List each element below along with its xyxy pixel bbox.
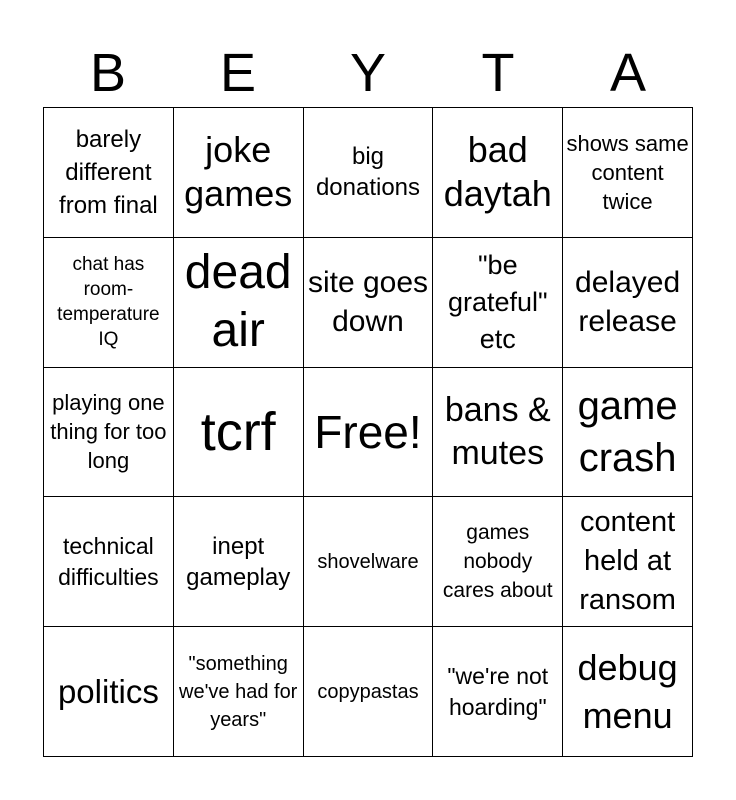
bingo-cell[interactable]: shows same content twice (563, 108, 693, 238)
bingo-cell[interactable]: dead air (174, 238, 304, 368)
bingo-cell[interactable]: bad daytah (433, 108, 563, 238)
header-letter-e: E (219, 43, 257, 103)
bingo-cell[interactable]: joke games (174, 108, 304, 238)
bingo-cell[interactable]: games nobody cares about (433, 497, 563, 627)
bingo-cell[interactable]: bans & mutes (433, 368, 563, 498)
bingo-cell[interactable]: Free! (304, 368, 434, 498)
header-letter-t: T (481, 43, 515, 103)
header-letter-a: A (609, 43, 647, 103)
bingo-cell[interactable]: "something we've had for years" (174, 627, 304, 757)
header-letter-y: Y (349, 43, 387, 103)
bingo-cell[interactable]: barely different from final (44, 108, 174, 238)
bingo-cell[interactable]: debug menu (563, 627, 693, 757)
bingo-cell[interactable]: chat has room-temperature IQ (44, 238, 174, 368)
bingo-cell[interactable]: "we're not hoarding" (433, 627, 563, 757)
bingo-cell[interactable]: big donations (304, 108, 434, 238)
bingo-cell[interactable]: playing one thing for too long (44, 368, 174, 498)
bingo-cell[interactable]: copypastas (304, 627, 434, 757)
bingo-cell[interactable]: game crash (563, 368, 693, 498)
bingo-header (43, 40, 693, 106)
header-letter-b: B (89, 43, 127, 103)
bingo-cell[interactable]: technical difficulties (44, 497, 174, 627)
bingo-cell[interactable]: "be grateful" etc (433, 238, 563, 368)
bingo-cell[interactable]: site goes down (304, 238, 434, 368)
bingo-cell[interactable]: tcrf (174, 368, 304, 498)
bingo-cell[interactable]: inept gameplay (174, 497, 304, 627)
bingo-cell[interactable]: content held at ransom (563, 497, 693, 627)
bingo-grid (43, 107, 693, 757)
bingo-cell[interactable]: politics (44, 627, 174, 757)
bingo-cell[interactable]: delayed release (563, 238, 693, 368)
bingo-cell[interactable]: shovelware (304, 497, 434, 627)
